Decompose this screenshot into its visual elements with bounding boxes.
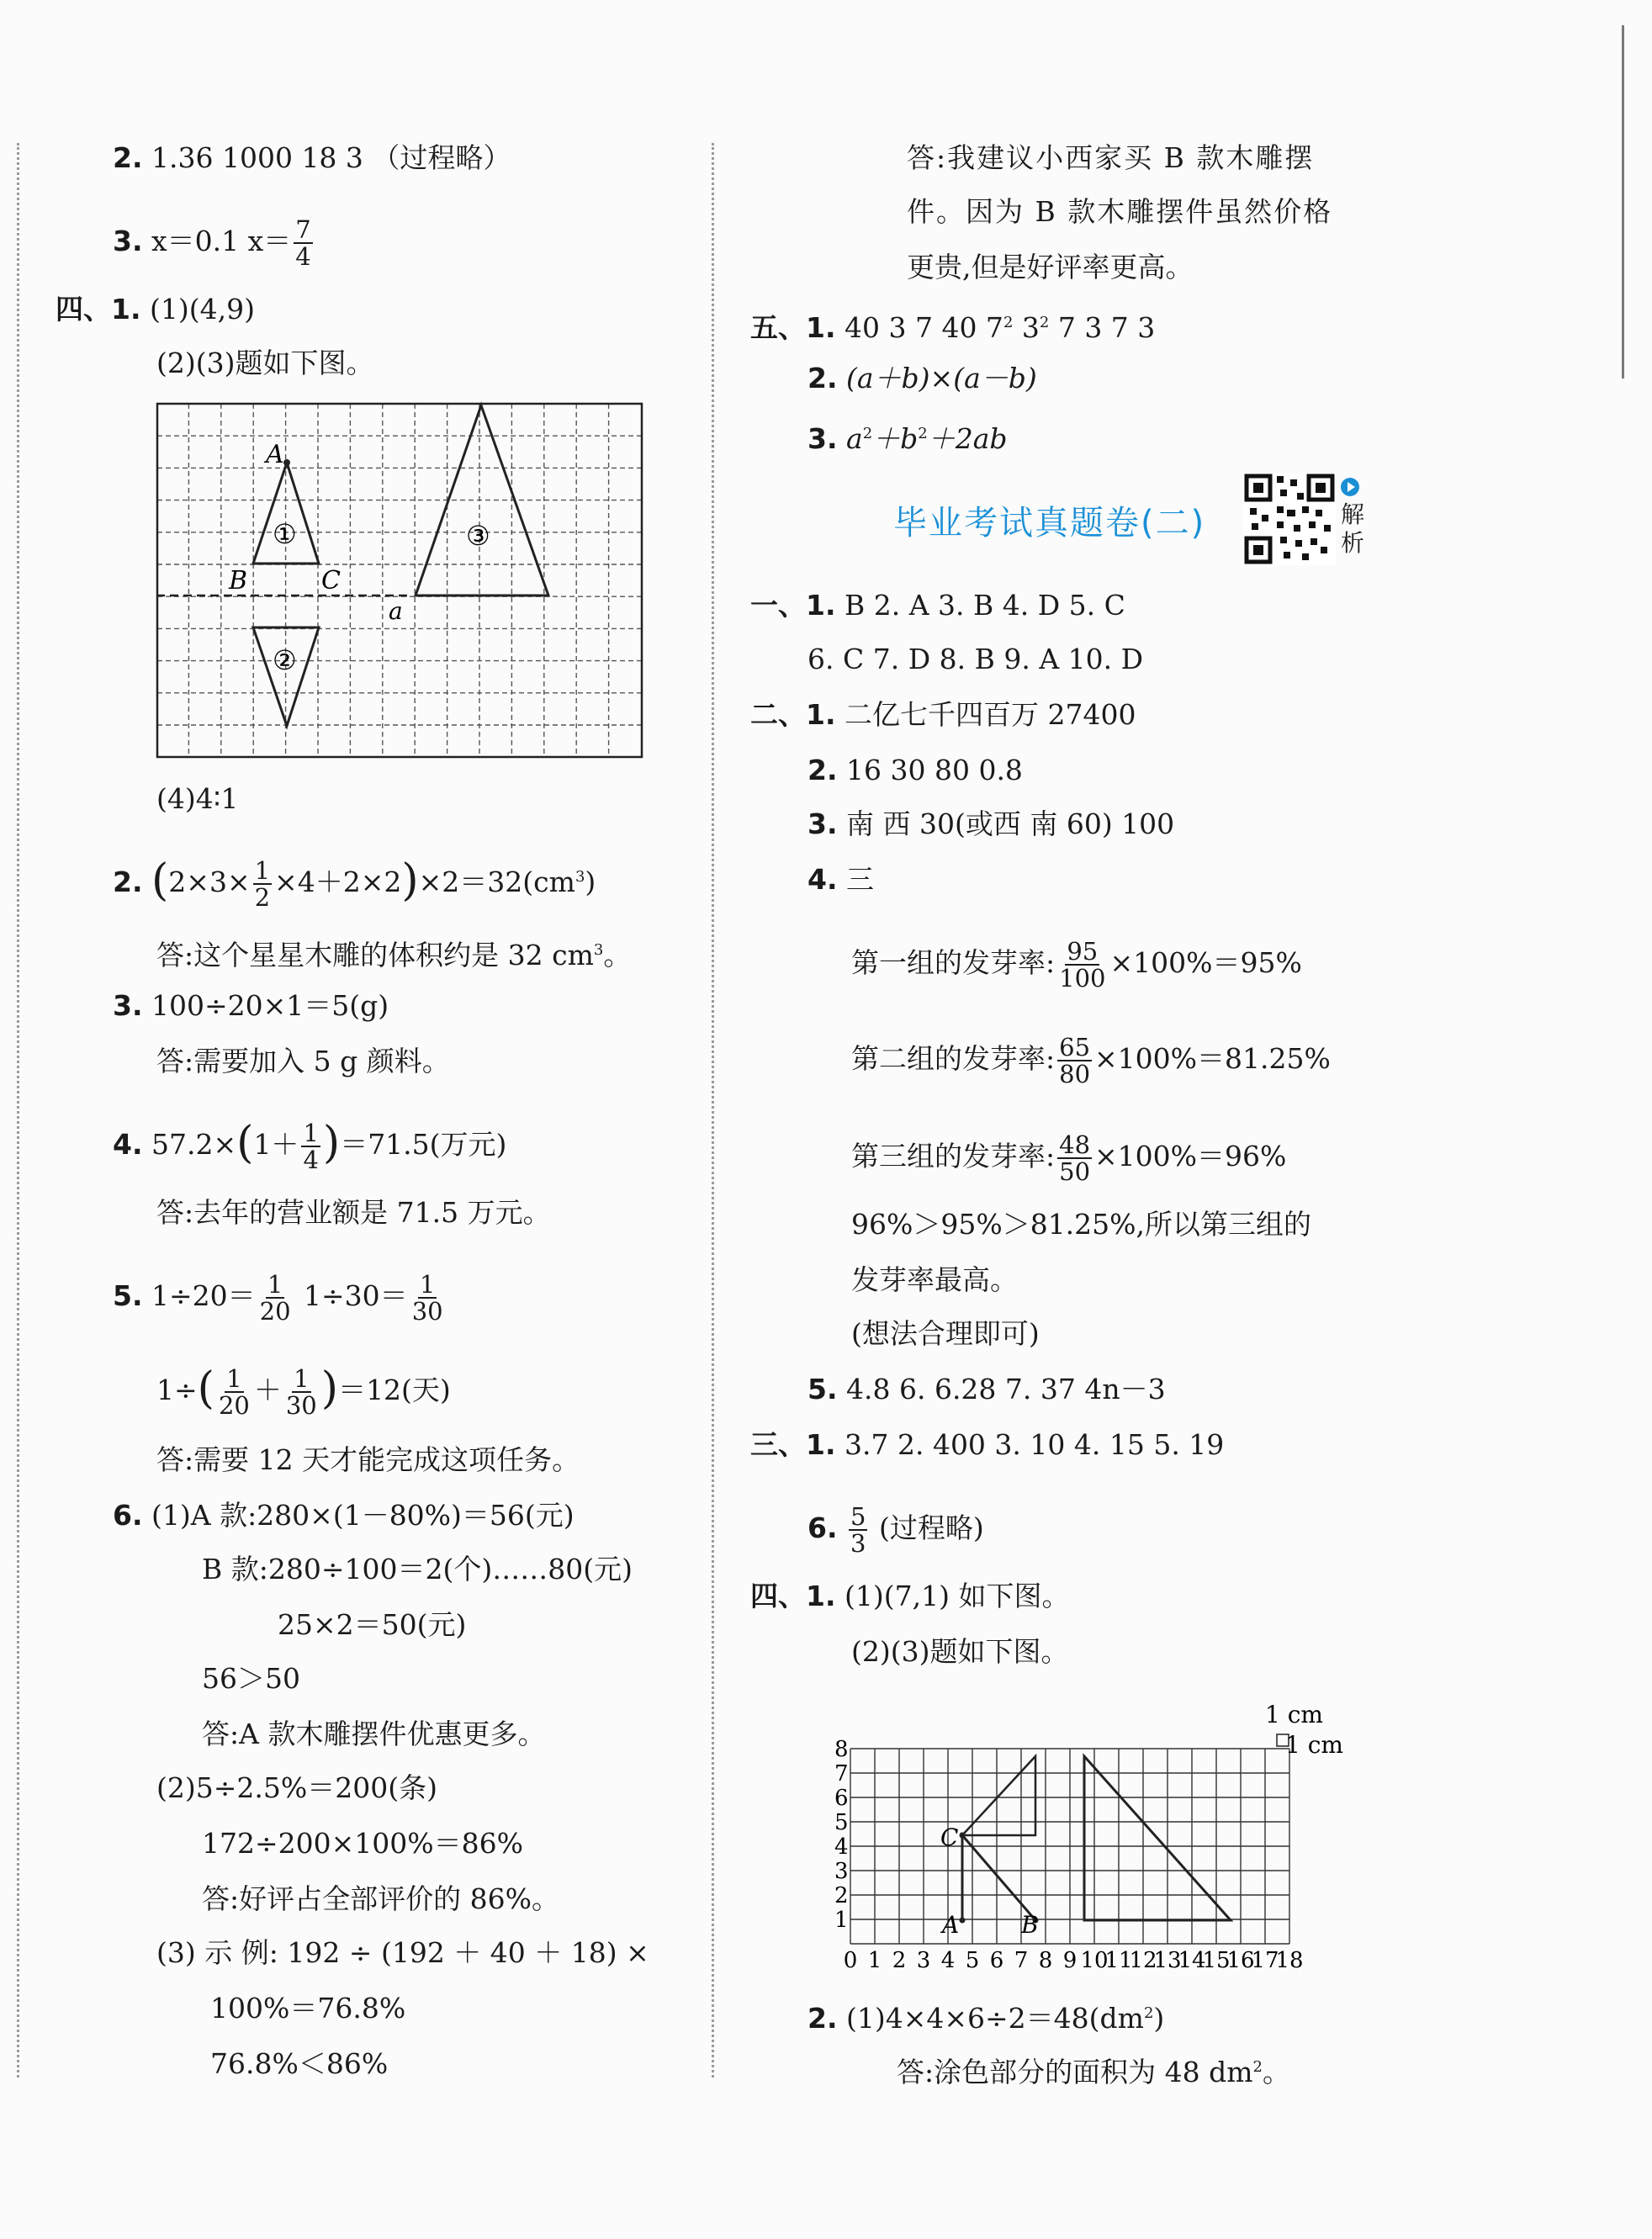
answer-line: 96%＞95%＞81.25%,所以第三组的: [851, 1208, 1312, 1241]
rotated-triangle: [962, 1756, 1035, 1835]
answer-line: 发芽率最高。: [851, 1263, 1018, 1296]
x-tick-label: 2: [892, 1948, 907, 1973]
x-tick-label: 14: [1178, 1948, 1206, 1973]
answer-line: 答:好评占全部评价的 86%。: [202, 1882, 559, 1915]
x-tick-label: 12: [1129, 1948, 1157, 1973]
answer-q4: 4. 57.2×(1＋ $\frac{1}{4}$ )＝71.5(万元): [113, 1118, 507, 1174]
column-divider-left: [17, 143, 19, 2078]
answer-line: (4)4∶1: [156, 782, 239, 815]
x-tick-label: 16: [1226, 1948, 1255, 1973]
answer-line: 答:A 款木雕摆件优惠更多。: [202, 1718, 546, 1750]
y-tick-label: 1: [834, 1908, 849, 1933]
answer-line: B 款:280÷100＝2(个)……80(元): [202, 1553, 633, 1585]
x-tick-label: 8: [1038, 1948, 1053, 1973]
qr-label: 解: [1341, 500, 1365, 528]
x-tick-label: 0: [843, 1948, 858, 1973]
fraction: $\frac{1}{4}$: [303, 1119, 319, 1174]
answer-line: 2. 16 30 80 0.8: [807, 754, 1023, 786]
triangle-ABC: [962, 1835, 1035, 1920]
x-tick-label: 1: [867, 1948, 882, 1973]
answer-line: 100%＝76.8%: [210, 1992, 406, 2025]
y-tick-label: 2: [834, 1883, 849, 1908]
answer-line: 答:涂色部分的面积为 48 $dm^2$。: [897, 2056, 1290, 2088]
answer-line: 更贵,但是好评率更高。: [907, 251, 1194, 283]
x-tick-label: 5: [965, 1948, 980, 1973]
answer-line: 3. 南 西 30(或西 南 60) 100: [807, 807, 1175, 840]
x-tick-label: 10: [1080, 1948, 1109, 1973]
x-tick-label: 18: [1275, 1948, 1304, 1973]
answer-line: 1÷( $\frac{1}{20}$ ＋ $\frac{1}{30}$ )＝12(天): [156, 1363, 451, 1420]
section-one-row1: 一、1. B 2. A 3. B 4. D 5. C: [750, 589, 1125, 622]
answer-line: 答:需要加入 5 g 颜料。: [156, 1045, 450, 1077]
page-edge-line: [1622, 25, 1624, 378]
section-four-right-q1: 四、1. (1)(7,1) 如下图。: [750, 1580, 1070, 1612]
exam-title: 毕业考试真题卷(二): [893, 504, 1206, 543]
x-tick-label: 17: [1251, 1948, 1279, 1973]
answer-line: 25×2＝50(元): [278, 1608, 467, 1641]
fraction: $\frac{1}{30}$: [285, 1364, 317, 1420]
fraction: $\frac{1}{20}$: [218, 1364, 250, 1420]
scale-label-vertical: 1 cm: [1285, 1731, 1343, 1759]
section-four-q1: 四、1. (1)(4,9): [56, 293, 255, 326]
axis-a-label: a: [389, 597, 403, 625]
answer-line: 3. x＝0.1 x＝ $\frac{7}{4}$: [113, 215, 311, 271]
section-five-q1: 五、1. 40 3 7 40 $7^2$ $3^2$ 7 3 7 3: [750, 311, 1156, 344]
answer-line: 4. 三: [807, 863, 874, 896]
answer-line: 答:去年的营业额是 71.5 万元。: [156, 1196, 551, 1229]
triangle-1-label: ①: [273, 518, 297, 550]
answer-line: (2)(3)题如下图。: [156, 347, 374, 379]
answer-line: 76.8%＜86%: [210, 2047, 389, 2080]
scale-label-horizontal: 1 cm: [1265, 1701, 1323, 1728]
x-tick-label: 15: [1202, 1948, 1231, 1973]
answer-line: 5. 4.8 6. 6.28 7. 37 4n－3: [807, 1373, 1166, 1405]
answer-line: 56＞50: [202, 1662, 300, 1695]
answer-q5: 5. 1÷20＝ $\frac{1}{20}$ 1÷30＝ $\frac{1}{30}$: [113, 1270, 443, 1326]
answer-line: 答:这个星星木雕的体积约是 32 $cm^3$。: [156, 939, 632, 971]
x-tick-label: 11: [1104, 1948, 1133, 1973]
germination-group-1: 第一组的发芽率: $\frac{95}{100}$ ×100%＝95%: [851, 937, 1302, 992]
grid-figure-triangles: [156, 402, 644, 760]
x-tick-label: 9: [1062, 1948, 1078, 1973]
answer-q2-right: 2. $(1)4\times 4\times 6\div 2=48(dm^2)$: [807, 2002, 1165, 2035]
answer-line: 答:需要 12 天才能完成这项任务。: [156, 1443, 580, 1476]
answer-q3: 3. 100÷20×1＝5(g): [113, 989, 389, 1022]
x-tick-label: 7: [1014, 1948, 1029, 1973]
coordinate-grid-figure: [833, 1689, 1371, 1973]
point-A-label: A: [266, 440, 284, 469]
answer-line: (想法合理即可): [851, 1317, 1040, 1350]
answer-line: 172÷200×100%＝86%: [202, 1827, 523, 1860]
point-C-label: C: [321, 566, 341, 595]
answer-line: 6. $\frac{5}{3}$ (过程略): [807, 1502, 984, 1558]
triangle-2-label: ②: [273, 644, 297, 676]
answer-q2: 2. (2×3× $\frac{1}{2}$ $\times 4+2\times 2)\times 2=32(cm^3)$: [113, 855, 596, 912]
y-tick-label: 8: [834, 1737, 849, 1762]
answer-line: 3. $a^2+b^2+2ab$: [807, 422, 1008, 455]
y-tick-label: 5: [834, 1810, 849, 1835]
x-tick-label: 6: [989, 1948, 1004, 1973]
x-tick-label: 13: [1153, 1948, 1182, 1973]
y-tick-label: 4: [834, 1834, 849, 1860]
enlarged-triangle: [1084, 1756, 1231, 1920]
section-two-q1: 二、1. 二亿七千四百万 27400: [750, 698, 1136, 731]
y-tick-label: 3: [834, 1859, 849, 1884]
answer-line: 答:我建议小西家买 B 款木雕摆: [907, 141, 1315, 174]
column-divider-middle: [712, 143, 714, 2078]
y-tick-label: 6: [834, 1786, 849, 1811]
fraction: $\frac{7}{4}$: [295, 215, 311, 271]
point-B-label: B: [229, 566, 248, 595]
fraction: $\frac{1}{2}$: [254, 856, 271, 912]
germination-group-3: 第三组的发芽率: $\frac{48}{50}$ ×100%＝96%: [851, 1130, 1287, 1186]
section-one-row2: 6. C 7. D 8. B 9. A 10. D: [807, 643, 1144, 675]
fraction: $\frac{1}{20}$: [259, 1270, 291, 1326]
play-icon[interactable]: [1341, 478, 1359, 496]
answer-line: (2)5÷2.5%＝200(条): [156, 1771, 437, 1804]
triangle-3-label: ③: [466, 520, 490, 552]
section-three-q1: 三、1. 3.7 2. 400 3. 10 4. 15 5. 19: [750, 1428, 1225, 1461]
point-C-label: C: [940, 1823, 959, 1851]
y-tick-label: 7: [834, 1761, 849, 1786]
x-tick-label: 3: [916, 1948, 931, 1973]
qr-label: 析: [1341, 529, 1365, 557]
germination-group-2: 第二组的发芽率: $\frac{65}{80}$ ×100%＝81.25%: [851, 1033, 1331, 1088]
qr-code[interactable]: [1243, 473, 1336, 565]
point-A-label: A: [942, 1911, 960, 1939]
answer-line: 2. 1.36 1000 18 3 （过程略）: [113, 141, 511, 174]
answer-q6: 6. (1)A 款:280×(1－80%)＝56(元): [113, 1499, 574, 1532]
answer-line: (2)(3)题如下图。: [851, 1635, 1069, 1668]
fraction: $\frac{48}{50}$: [1059, 1130, 1091, 1186]
fraction: $\frac{1}{30}$: [411, 1270, 443, 1326]
fraction: $\frac{95}{100}$: [1059, 937, 1106, 992]
answer-line: (3) 示 例: 192 ÷ (192 ＋ 40 ＋ 18) ×: [156, 1936, 649, 1969]
fraction: $\frac{5}{3}$: [850, 1502, 866, 1558]
point-B-label: B: [1021, 1911, 1039, 1939]
answer-line: 件。因为 B 款木雕摆件虽然价格: [907, 195, 1333, 228]
x-tick-label: 4: [940, 1948, 956, 1973]
fraction: $\frac{65}{80}$: [1059, 1033, 1091, 1088]
answer-line: 2. (a＋b)×(a－b): [807, 362, 1037, 394]
